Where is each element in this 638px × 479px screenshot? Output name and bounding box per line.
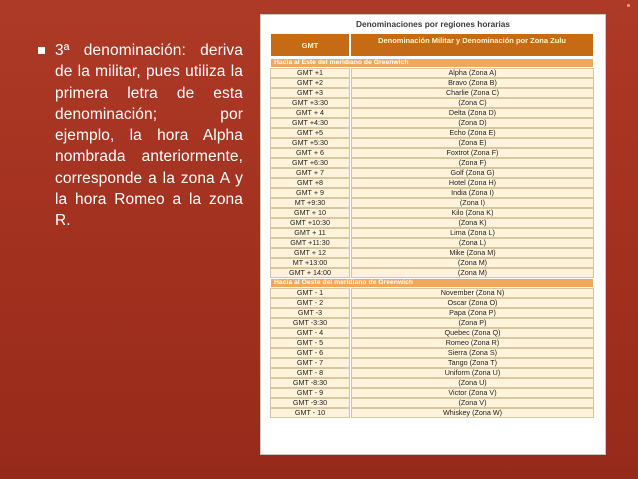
zone-name-cell: India (Zona I)	[351, 188, 594, 198]
table-row	[270, 248, 594, 258]
zone-name-cell: (Zona C)	[351, 98, 594, 108]
table-header	[270, 33, 594, 57]
gmt-cell: GMT +1	[270, 68, 350, 78]
zone-name-cell: Foxtrot (Zona F)	[351, 148, 594, 158]
bullet-square-icon	[38, 47, 45, 54]
table-row	[270, 308, 594, 318]
gmt-cell: GMT -3:30	[270, 318, 350, 328]
gmt-cell: GMT +5:30	[270, 138, 350, 148]
zone-name-cell: Lima (Zona L)	[351, 228, 594, 238]
zone-name-cell: Whiskey (Zona W)	[351, 408, 594, 418]
zone-name-cell: (Zona D)	[351, 118, 594, 128]
zone-name-cell: Delta (Zona D)	[351, 108, 594, 118]
gmt-cell: GMT + 6	[270, 148, 350, 158]
gmt-cell: GMT + 14:00	[270, 268, 350, 278]
zone-name-cell: Oscar (Zona O)	[351, 298, 594, 308]
gmt-cell: GMT - 8	[270, 368, 350, 378]
table-row	[270, 198, 594, 208]
table-row	[270, 118, 594, 128]
table-row	[270, 148, 594, 158]
zone-name-cell: Mike (Zona M)	[351, 248, 594, 258]
table-row	[270, 158, 594, 168]
gmt-cell: GMT - 7	[270, 358, 350, 368]
zone-name-cell: (Zona L)	[351, 238, 594, 248]
gmt-cell: GMT - 10	[270, 408, 350, 418]
gmt-cell: GMT + 9	[270, 188, 350, 198]
bullet-text: 3ª denominación: deriva de la militar, pues utiliza la primera letra de esta denominación; por ejemplo, la hora Alpha nombrada anteriormente, corresponde a la zona A y la hora Romeo a la zona R.	[55, 42, 243, 230]
zone-name-cell: (Zona P)	[351, 318, 594, 328]
table-row	[270, 368, 594, 378]
zone-name-cell: Sierra (Zona S)	[351, 348, 594, 358]
table-row	[270, 358, 594, 368]
section-header: Hacia al Este del meridiano de Greenwich	[270, 58, 594, 68]
gmt-cell: GMT +10:30	[270, 218, 350, 228]
gmt-cell: GMT + 11	[270, 228, 350, 238]
gmt-cell: GMT + 4	[270, 108, 350, 118]
gmt-cell: GMT +11:30	[270, 238, 350, 248]
table-row	[270, 68, 594, 78]
zone-name-cell: Uniform (Zona U)	[351, 368, 594, 378]
gmt-cell: GMT + 10	[270, 208, 350, 218]
table-row	[270, 108, 594, 118]
zone-name-cell: Tango (Zona T)	[351, 358, 594, 368]
zone-name-cell: (Zona I)	[351, 198, 594, 208]
zone-name-cell: Papa (Zona P)	[351, 308, 594, 318]
zone-name-cell: Kilo (Zona K)	[351, 208, 594, 218]
zone-name-cell: (Zona M)	[351, 268, 594, 278]
gmt-cell: GMT - 1	[270, 288, 350, 298]
table-row	[270, 298, 594, 308]
zone-name-cell: (Zona F)	[351, 158, 594, 168]
gmt-cell: GMT -8:30	[270, 378, 350, 388]
table-row	[270, 78, 594, 88]
table-row	[270, 178, 594, 188]
gmt-cell: GMT + 12	[270, 248, 350, 258]
table-row	[270, 328, 594, 338]
gmt-cell: GMT - 6	[270, 348, 350, 358]
zone-name-cell: Charlie (Zona C)	[351, 88, 594, 98]
gmt-cell: GMT - 9	[270, 388, 350, 398]
bullet-block	[38, 40, 243, 232]
gmt-cell: GMT +2	[270, 78, 350, 88]
zone-name-cell: Golf (Zona G)	[351, 168, 594, 178]
gmt-cell: GMT +8	[270, 178, 350, 188]
table-row	[270, 218, 594, 228]
table-row	[270, 168, 594, 178]
gmt-cell: GMT -9:30	[270, 398, 350, 408]
time-zone-table	[260, 14, 606, 455]
zone-name-cell: Hotel (Zona H)	[351, 178, 594, 188]
gmt-cell: GMT +4:30	[270, 118, 350, 128]
table-row	[270, 378, 594, 388]
table-row	[270, 228, 594, 238]
table-row	[270, 98, 594, 108]
header-name: Denominación Militar y Denominación por Zona Zulu	[350, 33, 594, 57]
table-row	[270, 88, 594, 98]
zone-name-cell: (Zona V)	[351, 398, 594, 408]
table-row	[270, 128, 594, 138]
header-gmt: GMT	[270, 33, 350, 57]
gmt-cell: GMT +5	[270, 128, 350, 138]
gmt-cell: GMT - 5	[270, 338, 350, 348]
gmt-cell: MT +9:30	[270, 198, 350, 208]
table-row	[270, 388, 594, 398]
zone-name-cell: (Zona M)	[351, 258, 594, 268]
gmt-cell: GMT +3:30	[270, 98, 350, 108]
zone-name-cell: Bravo (Zona B)	[351, 78, 594, 88]
gmt-cell: GMT -3	[270, 308, 350, 318]
zone-name-cell: Quebec (Zona Q)	[351, 328, 594, 338]
table-body	[270, 58, 594, 418]
table-row	[270, 408, 594, 418]
zone-name-cell: Echo (Zona E)	[351, 128, 594, 138]
table-title: Denominaciones por regiones horarias	[356, 19, 510, 29]
table-row	[270, 208, 594, 218]
section-header: Hacia al Oeste del meridiano de Greenwich	[270, 278, 594, 288]
gmt-cell: GMT + 7	[270, 168, 350, 178]
zone-name-cell: (Zona U)	[351, 378, 594, 388]
table-row	[270, 138, 594, 148]
zone-name-cell: (Zona K)	[351, 218, 594, 228]
zone-name-cell: November (Zona N)	[351, 288, 594, 298]
table-row	[270, 258, 594, 268]
zone-name-cell: Alpha (Zona A)	[351, 68, 594, 78]
gmt-cell: GMT - 4	[270, 328, 350, 338]
zone-name-cell: Romeo (Zona R)	[351, 338, 594, 348]
table-row	[270, 188, 594, 198]
corner-dot	[627, 4, 630, 7]
gmt-cell: GMT - 2	[270, 298, 350, 308]
gmt-cell: GMT +6:30	[270, 158, 350, 168]
zone-name-cell: (Zona E)	[351, 138, 594, 148]
gmt-cell: MT +13:00	[270, 258, 350, 268]
zone-name-cell: Victor (Zona V)	[351, 388, 594, 398]
table-row	[270, 398, 594, 408]
table-row	[270, 268, 594, 278]
gmt-cell: GMT +3	[270, 88, 350, 98]
table-row	[270, 238, 594, 248]
table-row	[270, 318, 594, 328]
table-row	[270, 338, 594, 348]
table-row	[270, 288, 594, 298]
table-row	[270, 348, 594, 358]
